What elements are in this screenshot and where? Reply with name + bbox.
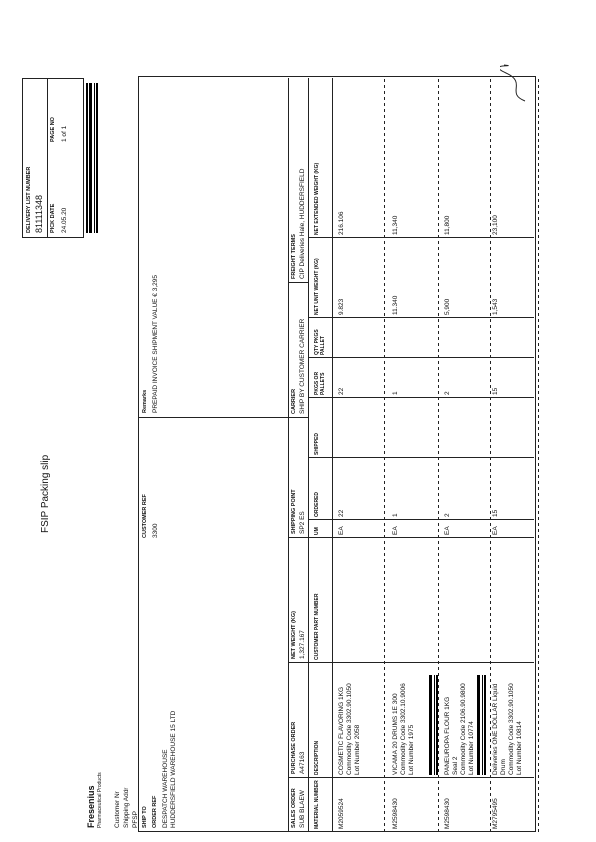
packages: 1 <box>392 391 399 395</box>
page-no-label: PAGE NO <box>50 117 56 142</box>
delivery-list-number: 81111348 <box>34 194 44 233</box>
ordered-qty: 15 <box>492 509 499 517</box>
remarks-text: PREPAID INVOICE SHIPMENT VALUE € 3,295 <box>152 275 159 413</box>
item-barcode <box>428 675 438 775</box>
column-header: ORDERED <box>314 491 320 517</box>
ship-line-1: DESPATCH WAREHOUSE <box>162 749 169 828</box>
material-number: M2598430 <box>444 798 451 829</box>
description: COSMETIC FLAVORING 1KG <box>338 686 345 775</box>
column-header: NET EXTENDED WEIGHT (KG) <box>314 162 320 235</box>
net-unit-weight: 5,900 <box>444 298 451 315</box>
column-header: MATERIAL NUMBER <box>314 780 320 829</box>
delivery-list-label: DELIVERY LIST NUMBER <box>26 166 32 233</box>
pick-date-value: 24.05.20 <box>61 207 68 233</box>
description-line-3: Lot Number 1975 <box>408 724 415 775</box>
packages: 2 <box>444 391 451 395</box>
ordered-qty: 1 <box>392 513 399 517</box>
freight-terms-label: FREIGHT TERMS <box>291 234 297 279</box>
unit-of-measure: EA <box>444 526 451 535</box>
column-header: NET UNIT WEIGHT (KG) <box>314 258 320 315</box>
shipping-point-value: SP2 ES <box>299 511 306 534</box>
sales-order-label: SALES ORDER <box>291 788 297 828</box>
page-no-value: 1 of 1 <box>61 125 68 142</box>
shipping-point-label: SHIPPING POINT <box>291 489 297 534</box>
column-header: DESCRIPTION <box>314 740 320 775</box>
net-extended-weight: 11,800 <box>444 215 451 235</box>
unit-of-measure: EA <box>338 526 345 535</box>
reference-box <box>22 78 84 238</box>
description-line-2: Seal 2 <box>452 756 459 775</box>
description: Deliveries ONE DOLLAR Liquid <box>492 683 499 775</box>
rotated-sheet <box>26 68 540 838</box>
net-unit-weight: 1,543 <box>492 298 499 315</box>
material-number: M2598430 <box>392 798 399 829</box>
address-line-1: Customer Nr <box>114 791 121 828</box>
pick-date-label: PICK DATE <box>50 203 56 233</box>
description-line-2: Commodity Code 3302.90.1050 <box>346 683 353 775</box>
ordered-qty: 22 <box>338 509 345 517</box>
description-line-4: Lot Number 10774 <box>468 721 475 775</box>
customer-ref-value: 3300 <box>152 523 159 538</box>
address-line-3: PFSP <box>132 811 139 828</box>
address-line-2: Shipping Addr <box>123 787 130 828</box>
column-header: CUSTOMER PART NUMBER <box>314 593 320 660</box>
net-extended-weight: 23,100 <box>492 215 499 235</box>
column-header: SHIPPED <box>314 433 320 455</box>
remarks-label: Remarks <box>142 389 148 413</box>
company-name: Fresenius <box>86 785 96 828</box>
document-title: FSIP Packing slip <box>40 454 51 533</box>
company-block <box>86 768 146 828</box>
description-line-2: Drum <box>500 759 507 775</box>
material-number: M2795495 <box>492 798 499 829</box>
unit-of-measure: EA <box>492 526 499 535</box>
ship-line-2: HUDDERSFIELD WAREHOUSE 15 LTD <box>170 710 177 828</box>
column-header: QTY PKGS PALLET <box>314 329 326 355</box>
description-line-3: Commodity Code 3302.90.1050 <box>508 683 515 775</box>
customer-ref-label: CUSTOMER REF <box>142 494 148 538</box>
description-line-3: Lot Number 2058 <box>354 724 361 775</box>
unit-of-measure: EA <box>392 526 399 535</box>
carrier-value: SHIP BY CUSTOMER CARRIER <box>299 318 306 414</box>
net-weight-value: 1,327.167 <box>299 630 306 659</box>
ship-to-label: SHIP TO <box>142 806 148 828</box>
net-unit-weight: 11.340 <box>392 295 399 315</box>
purchase-order-value: A47163 <box>299 751 306 774</box>
net-extended-weight: 11,340 <box>392 215 399 235</box>
description: PANEUROPA FLOUR 1KG <box>444 696 451 775</box>
item-barcode <box>476 675 486 775</box>
sales-order-value: SUB BLAEW <box>299 790 306 828</box>
net-weight-label: NET WEIGHT (KG) <box>291 611 297 659</box>
description-line-2: Commodity Code 3302.10.9006 <box>400 683 407 775</box>
freight-terms-value: CIP Deliveries Hale, HUDDERSFIELD <box>299 168 306 279</box>
packages: 22 <box>338 387 345 395</box>
purchase-order-label: PURCHASE ORDER <box>291 721 297 774</box>
column-header: UM <box>314 527 320 535</box>
order-ref-label: ORDER REF <box>152 795 158 828</box>
ordered-qty: 2 <box>444 513 451 517</box>
company-sub: Pharmaceutical Products <box>97 772 103 828</box>
description: VICAMA 20 DRUMS 1E 300 <box>392 693 399 775</box>
description-line-3: Commodity Code 2106.90.9800 <box>460 683 467 775</box>
carrier-label: CARRIER <box>291 388 297 414</box>
column-header: PKGS OR PALLETS <box>314 371 326 395</box>
net-unit-weight: 9.823 <box>338 298 345 315</box>
net-extended-weight: 216.106 <box>338 211 345 235</box>
description-line-4: Lot Number 10814 <box>516 721 523 775</box>
packages: 15 <box>492 387 499 395</box>
material-number: M2059524 <box>338 798 345 829</box>
delivery-barcode <box>86 83 98 233</box>
